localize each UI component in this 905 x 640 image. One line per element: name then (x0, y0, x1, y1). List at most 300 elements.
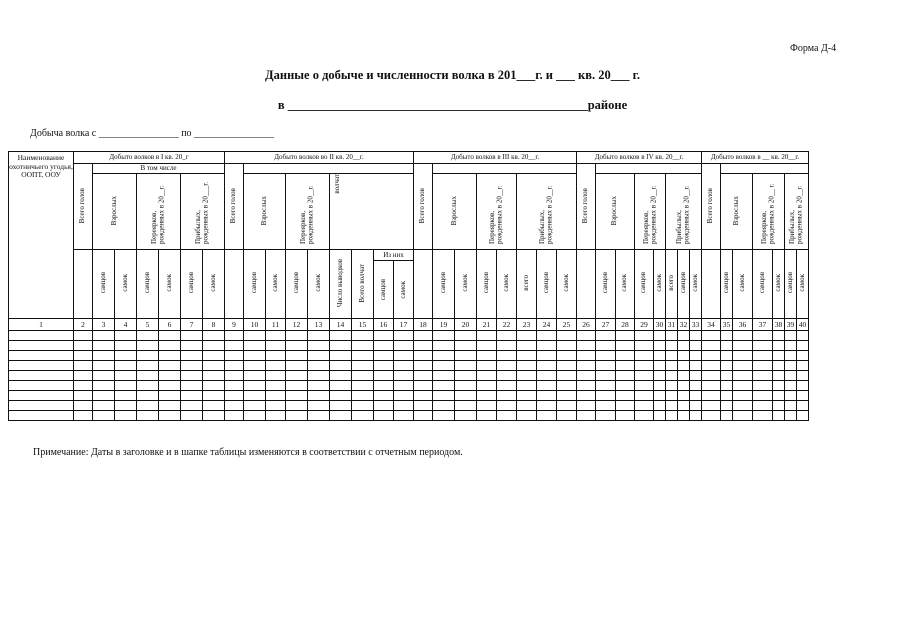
table-cell[interactable] (352, 411, 374, 421)
table-cell[interactable] (557, 361, 577, 371)
table-cell[interactable] (678, 331, 690, 341)
table-cell[interactable] (666, 371, 678, 381)
table-cell[interactable] (93, 351, 115, 361)
table-cell[interactable] (785, 381, 797, 391)
table-cell[interactable] (773, 381, 785, 391)
table-cell[interactable] (797, 381, 809, 391)
table-cell[interactable] (455, 411, 477, 421)
table-cell[interactable] (497, 341, 517, 351)
table-cell[interactable] (352, 341, 374, 351)
table-cell[interactable] (244, 411, 266, 421)
table-cell[interactable] (414, 351, 433, 361)
table-cell[interactable] (596, 351, 616, 361)
table-cell[interactable] (74, 331, 93, 341)
table-cell[interactable] (596, 361, 616, 371)
table-cell[interactable] (557, 391, 577, 401)
table-cell[interactable] (115, 361, 137, 371)
table-cell[interactable] (517, 391, 537, 401)
table-cell[interactable] (773, 401, 785, 411)
table-cell[interactable] (477, 411, 497, 421)
table-cell[interactable] (785, 401, 797, 411)
table-cell[interactable] (702, 371, 721, 381)
table-cell[interactable] (702, 381, 721, 391)
table-cell[interactable] (159, 341, 181, 351)
table-cell[interactable] (596, 371, 616, 381)
table-cell[interactable] (266, 391, 286, 401)
table-cell[interactable] (616, 411, 635, 421)
table-cell[interactable] (374, 381, 394, 391)
table-cell[interactable] (773, 361, 785, 371)
table-cell[interactable] (286, 351, 308, 361)
table-cell[interactable] (785, 371, 797, 381)
table-cell[interactable] (773, 351, 785, 361)
table-cell[interactable] (678, 411, 690, 421)
table-cell[interactable] (517, 371, 537, 381)
table-cell[interactable] (654, 401, 666, 411)
table-cell[interactable] (721, 331, 733, 341)
table-cell[interactable] (330, 351, 352, 361)
table-cell[interactable] (308, 401, 330, 411)
table-cell[interactable] (308, 331, 330, 341)
table-cell[interactable] (557, 381, 577, 391)
table-cell[interactable] (9, 391, 74, 401)
table-cell[interactable] (455, 341, 477, 351)
table-cell[interactable] (433, 331, 455, 341)
table-cell[interactable] (115, 411, 137, 421)
table-cell[interactable] (330, 391, 352, 401)
table-cell[interactable] (666, 361, 678, 371)
table-cell[interactable] (455, 381, 477, 391)
table-cell[interactable] (9, 411, 74, 421)
table-cell[interactable] (93, 341, 115, 351)
table-cell[interactable] (74, 341, 93, 351)
table-cell[interactable] (414, 371, 433, 381)
table-cell[interactable] (678, 361, 690, 371)
table-cell[interactable] (785, 411, 797, 421)
table-cell[interactable] (702, 411, 721, 421)
table-cell[interactable] (433, 361, 455, 371)
table-cell[interactable] (666, 351, 678, 361)
table-cell[interactable] (244, 351, 266, 361)
table-cell[interactable] (181, 361, 203, 371)
table-cell[interactable] (654, 351, 666, 361)
table-cell[interactable] (635, 361, 654, 371)
table-cell[interactable] (557, 401, 577, 411)
table-cell[interactable] (773, 371, 785, 381)
table-cell[interactable] (115, 401, 137, 411)
table-cell[interactable] (352, 351, 374, 361)
table-cell[interactable] (455, 351, 477, 361)
table-cell[interactable] (678, 401, 690, 411)
table-cell[interactable] (702, 331, 721, 341)
table-cell[interactable] (433, 401, 455, 411)
table-cell[interactable] (414, 381, 433, 391)
table-cell[interactable] (616, 331, 635, 341)
table-cell[interactable] (753, 331, 773, 341)
table-cell[interactable] (115, 381, 137, 391)
table-cell[interactable] (477, 401, 497, 411)
table-cell[interactable] (785, 351, 797, 361)
table-cell[interactable] (93, 411, 115, 421)
table-cell[interactable] (616, 401, 635, 411)
table-cell[interactable] (203, 381, 225, 391)
table-cell[interactable] (797, 341, 809, 351)
table-cell[interactable] (352, 381, 374, 391)
table-cell[interactable] (577, 401, 596, 411)
table-cell[interactable] (266, 331, 286, 341)
table-cell[interactable] (137, 381, 159, 391)
table-cell[interactable] (74, 351, 93, 361)
table-cell[interactable] (678, 371, 690, 381)
table-cell[interactable] (203, 371, 225, 381)
table-cell[interactable] (137, 341, 159, 351)
table-cell[interactable] (635, 351, 654, 361)
table-cell[interactable] (330, 361, 352, 371)
table-cell[interactable] (517, 381, 537, 391)
table-cell[interactable] (616, 371, 635, 381)
table-cell[interactable] (286, 361, 308, 371)
table-cell[interactable] (557, 371, 577, 381)
table-cell[interactable] (690, 401, 702, 411)
table-cell[interactable] (115, 331, 137, 341)
table-cell[interactable] (203, 341, 225, 351)
table-cell[interactable] (137, 371, 159, 381)
table-cell[interactable] (616, 391, 635, 401)
table-cell[interactable] (497, 331, 517, 341)
table-cell[interactable] (753, 411, 773, 421)
table-cell[interactable] (690, 381, 702, 391)
table-cell[interactable] (330, 371, 352, 381)
table-cell[interactable] (666, 341, 678, 351)
table-cell[interactable] (266, 411, 286, 421)
table-cell[interactable] (497, 361, 517, 371)
table-cell[interactable] (433, 381, 455, 391)
table-cell[interactable] (557, 331, 577, 341)
table-cell[interactable] (797, 401, 809, 411)
table-cell[interactable] (433, 341, 455, 351)
table-cell[interactable] (414, 331, 433, 341)
table-cell[interactable] (477, 371, 497, 381)
table-cell[interactable] (596, 401, 616, 411)
table-cell[interactable] (577, 351, 596, 361)
table-cell[interactable] (616, 341, 635, 351)
table-cell[interactable] (733, 411, 753, 421)
table-cell[interactable] (266, 361, 286, 371)
table-cell[interactable] (537, 391, 557, 401)
table-cell[interactable] (74, 371, 93, 381)
table-cell[interactable] (374, 341, 394, 351)
table-cell[interactable] (374, 361, 394, 371)
table-cell[interactable] (654, 361, 666, 371)
table-cell[interactable] (733, 371, 753, 381)
table-cell[interactable] (9, 371, 74, 381)
table-cell[interactable] (721, 361, 733, 371)
table-cell[interactable] (286, 331, 308, 341)
table-cell[interactable] (9, 331, 74, 341)
table-cell[interactable] (286, 411, 308, 421)
table-cell[interactable] (203, 351, 225, 361)
table-cell[interactable] (773, 411, 785, 421)
table-cell[interactable] (497, 401, 517, 411)
table-cell[interactable] (266, 401, 286, 411)
table-cell[interactable] (678, 351, 690, 361)
table-cell[interactable] (330, 401, 352, 411)
table-cell[interactable] (203, 401, 225, 411)
table-cell[interactable] (616, 351, 635, 361)
table-cell[interactable] (137, 391, 159, 401)
table-cell[interactable] (244, 381, 266, 391)
table-cell[interactable] (733, 331, 753, 341)
table-cell[interactable] (537, 411, 557, 421)
table-cell[interactable] (181, 371, 203, 381)
table-cell[interactable] (721, 391, 733, 401)
table-cell[interactable] (93, 331, 115, 341)
table-cell[interactable] (517, 361, 537, 371)
table-cell[interactable] (797, 411, 809, 421)
table-cell[interactable] (577, 341, 596, 351)
table-cell[interactable] (654, 381, 666, 391)
table-cell[interactable] (577, 381, 596, 391)
table-cell[interactable] (433, 391, 455, 401)
table-cell[interactable] (414, 361, 433, 371)
table-cell[interactable] (244, 401, 266, 411)
table-cell[interactable] (721, 371, 733, 381)
table-cell[interactable] (721, 381, 733, 391)
table-cell[interactable] (159, 351, 181, 361)
table-cell[interactable] (654, 341, 666, 351)
table-cell[interactable] (225, 381, 244, 391)
table-cell[interactable] (455, 391, 477, 401)
table-cell[interactable] (93, 401, 115, 411)
table-cell[interactable] (678, 391, 690, 401)
table-cell[interactable] (374, 401, 394, 411)
table-cell[interactable] (497, 371, 517, 381)
table-cell[interactable] (635, 331, 654, 341)
table-cell[interactable] (308, 361, 330, 371)
table-cell[interactable] (286, 391, 308, 401)
table-cell[interactable] (330, 331, 352, 341)
table-cell[interactable] (308, 381, 330, 391)
table-cell[interactable] (330, 381, 352, 391)
table-cell[interactable] (225, 331, 244, 341)
table-cell[interactable] (666, 391, 678, 401)
table-cell[interactable] (394, 341, 414, 351)
table-cell[interactable] (159, 411, 181, 421)
table-cell[interactable] (635, 411, 654, 421)
table-cell[interactable] (773, 391, 785, 401)
table-cell[interactable] (497, 381, 517, 391)
table-cell[interactable] (308, 351, 330, 361)
table-cell[interactable] (225, 401, 244, 411)
table-cell[interactable] (721, 351, 733, 361)
table-cell[interactable] (577, 411, 596, 421)
table-cell[interactable] (517, 401, 537, 411)
table-cell[interactable] (537, 361, 557, 371)
table-cell[interactable] (159, 381, 181, 391)
table-cell[interactable] (690, 371, 702, 381)
table-cell[interactable] (517, 351, 537, 361)
table-cell[interactable] (352, 391, 374, 401)
table-cell[interactable] (654, 371, 666, 381)
table-cell[interactable] (225, 361, 244, 371)
table-cell[interactable] (690, 331, 702, 341)
table-cell[interactable] (635, 341, 654, 351)
table-cell[interactable] (137, 361, 159, 371)
table-cell[interactable] (477, 361, 497, 371)
table-cell[interactable] (702, 361, 721, 371)
table-cell[interactable] (753, 351, 773, 361)
table-cell[interactable] (159, 401, 181, 411)
table-cell[interactable] (577, 391, 596, 401)
table-cell[interactable] (596, 391, 616, 401)
table-cell[interactable] (374, 391, 394, 401)
table-cell[interactable] (702, 341, 721, 351)
table-cell[interactable] (244, 361, 266, 371)
table-cell[interactable] (181, 391, 203, 401)
table-cell[interactable] (93, 381, 115, 391)
table-cell[interactable] (690, 411, 702, 421)
table-cell[interactable] (225, 341, 244, 351)
table-cell[interactable] (537, 401, 557, 411)
table-cell[interactable] (203, 411, 225, 421)
table-cell[interactable] (225, 371, 244, 381)
table-cell[interactable] (394, 401, 414, 411)
table-cell[interactable] (497, 391, 517, 401)
table-cell[interactable] (797, 371, 809, 381)
table-cell[interactable] (616, 361, 635, 371)
table-cell[interactable] (678, 341, 690, 351)
table-cell[interactable] (537, 351, 557, 361)
table-cell[interactable] (374, 351, 394, 361)
table-cell[interactable] (433, 411, 455, 421)
table-cell[interactable] (635, 401, 654, 411)
table-cell[interactable] (455, 331, 477, 341)
table-cell[interactable] (666, 411, 678, 421)
table-cell[interactable] (9, 341, 74, 351)
table-cell[interactable] (159, 361, 181, 371)
table-cell[interactable] (225, 391, 244, 401)
table-cell[interactable] (394, 361, 414, 371)
table-cell[interactable] (678, 381, 690, 391)
table-cell[interactable] (394, 411, 414, 421)
table-cell[interactable] (635, 371, 654, 381)
table-cell[interactable] (635, 381, 654, 391)
table-cell[interactable] (352, 361, 374, 371)
table-cell[interactable] (537, 331, 557, 341)
table-cell[interactable] (266, 351, 286, 361)
table-cell[interactable] (93, 391, 115, 401)
table-cell[interactable] (244, 331, 266, 341)
table-cell[interactable] (414, 411, 433, 421)
table-cell[interactable] (394, 351, 414, 361)
table-cell[interactable] (137, 351, 159, 361)
table-cell[interactable] (308, 411, 330, 421)
table-cell[interactable] (785, 361, 797, 371)
table-cell[interactable] (577, 331, 596, 341)
table-cell[interactable] (654, 391, 666, 401)
table-cell[interactable] (753, 391, 773, 401)
table-cell[interactable] (690, 391, 702, 401)
table-cell[interactable] (702, 401, 721, 411)
table-cell[interactable] (596, 331, 616, 341)
table-cell[interactable] (455, 371, 477, 381)
table-cell[interactable] (733, 341, 753, 351)
table-cell[interactable] (477, 351, 497, 361)
table-cell[interactable] (557, 341, 577, 351)
table-cell[interactable] (74, 411, 93, 421)
table-cell[interactable] (352, 401, 374, 411)
table-cell[interactable] (9, 361, 74, 371)
table-cell[interactable] (225, 351, 244, 361)
table-cell[interactable] (286, 401, 308, 411)
table-cell[interactable] (702, 351, 721, 361)
table-cell[interactable] (308, 371, 330, 381)
table-cell[interactable] (455, 361, 477, 371)
table-cell[interactable] (203, 361, 225, 371)
table-cell[interactable] (181, 401, 203, 411)
table-cell[interactable] (330, 411, 352, 421)
table-cell[interactable] (374, 411, 394, 421)
table-cell[interactable] (266, 381, 286, 391)
table-cell[interactable] (374, 331, 394, 341)
table-cell[interactable] (477, 341, 497, 351)
table-cell[interactable] (308, 341, 330, 351)
table-cell[interactable] (477, 381, 497, 391)
table-cell[interactable] (433, 371, 455, 381)
table-cell[interactable] (244, 341, 266, 351)
table-cell[interactable] (497, 351, 517, 361)
table-cell[interactable] (115, 341, 137, 351)
table-cell[interactable] (266, 371, 286, 381)
table-cell[interactable] (702, 391, 721, 401)
table-cell[interactable] (266, 341, 286, 351)
table-cell[interactable] (74, 401, 93, 411)
table-cell[interactable] (517, 411, 537, 421)
table-cell[interactable] (690, 351, 702, 361)
table-cell[interactable] (721, 401, 733, 411)
table-cell[interactable] (433, 351, 455, 361)
table-cell[interactable] (308, 391, 330, 401)
table-cell[interactable] (733, 401, 753, 411)
table-cell[interactable] (9, 401, 74, 411)
table-cell[interactable] (654, 411, 666, 421)
table-cell[interactable] (517, 341, 537, 351)
table-cell[interactable] (394, 331, 414, 341)
table-cell[interactable] (244, 391, 266, 401)
table-cell[interactable] (74, 381, 93, 391)
table-cell[interactable] (785, 391, 797, 401)
table-cell[interactable] (181, 341, 203, 351)
table-cell[interactable] (93, 371, 115, 381)
table-cell[interactable] (159, 331, 181, 341)
table-cell[interactable] (244, 371, 266, 381)
table-cell[interactable] (477, 391, 497, 401)
table-cell[interactable] (115, 391, 137, 401)
table-cell[interactable] (690, 361, 702, 371)
table-cell[interactable] (455, 401, 477, 411)
table-cell[interactable] (797, 331, 809, 341)
table-cell[interactable] (203, 391, 225, 401)
table-cell[interactable] (690, 341, 702, 351)
table-cell[interactable] (497, 411, 517, 421)
table-cell[interactable] (785, 331, 797, 341)
table-cell[interactable] (537, 381, 557, 391)
table-cell[interactable] (137, 411, 159, 421)
table-cell[interactable] (414, 401, 433, 411)
table-cell[interactable] (733, 361, 753, 371)
table-cell[interactable] (596, 411, 616, 421)
table-cell[interactable] (137, 401, 159, 411)
